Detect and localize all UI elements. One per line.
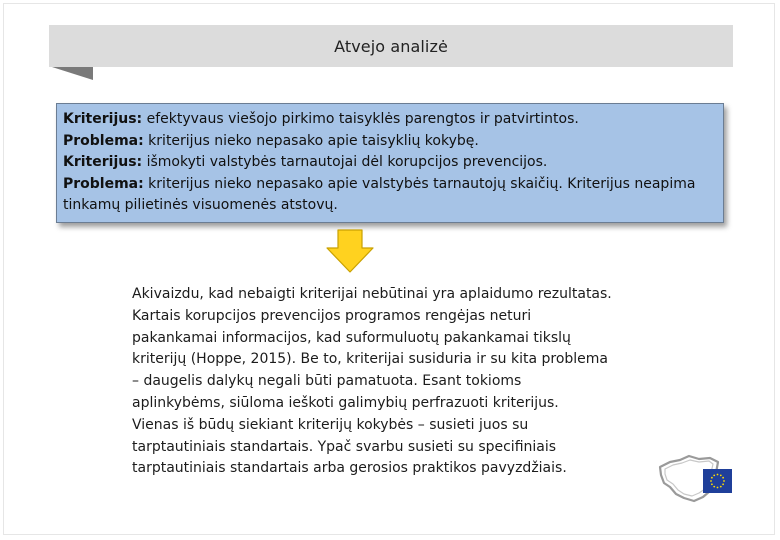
title-bar [49,25,733,67]
lithuania-eu-logo [656,453,736,505]
criteria-text: išmokyti valstybės tarnautojai dėl korupcijos prevencijos. [142,154,548,170]
body-line: Akivaizdu, kad nebaigti kriterijai nebūtinai yra aplaidumo rezultatas. [132,286,612,302]
problem-text: kriterijus nieko nepasako apie taisyklių kokybę. [143,132,479,149]
criteria-line-2 [63,131,717,153]
criteria-line-4 [63,174,717,217]
body-line: pakankamai informacijos, kad suformuluotų pakankamai tikslų [132,329,571,346]
eu-flag-icon [703,469,732,493]
problem-label: Problema: [63,175,144,192]
problem-label: Problema: [63,132,144,149]
body-line: Vienas iš būdų siekiant kriterijų kokybės – susieti juos su [132,416,529,433]
title-bar-tab [52,67,96,81]
criteria-box [56,103,724,223]
body-line: tarptautiniais standartais. Ypač svarbu susieti su specifiniais [132,438,557,455]
page-title: Atvejo analizė [334,36,448,56]
problem-text: kriterijus nieko nepasako apie valstybės tarnautojų skaičių. Kriterijus neapima tinkamų pilietinės visuomenės atstovų. [63,175,696,213]
body-line: kriterijų (Hoppe, 2015). Be to, kriterijai susiduria ir su kita problema [132,351,608,368]
criteria-label: Kriterijus: [63,154,143,170]
criteria-label: Kriterijus: [63,111,143,127]
criteria-line-1 [63,109,717,131]
down-arrow-icon [325,229,375,274]
body-paragraph [132,284,632,480]
body-line: – daugelis dalykų negali būti pamatuota. Esant tokioms [132,373,522,390]
body-line: aplinkybėms, siūloma ieškoti galimybių perfrazuoti kriterijus. [132,394,559,411]
criteria-line-3 [63,152,717,174]
body-line: Kartais korupcijos prevencijos programos rengėjas neturi [132,307,532,324]
criteria-text: efektyvaus viešojo pirkimo taisyklės parengtos ir patvirtintos. [142,111,579,127]
body-line: tarptautiniais standartais arba gerosios praktikos pavyzdžiais. [132,460,567,477]
